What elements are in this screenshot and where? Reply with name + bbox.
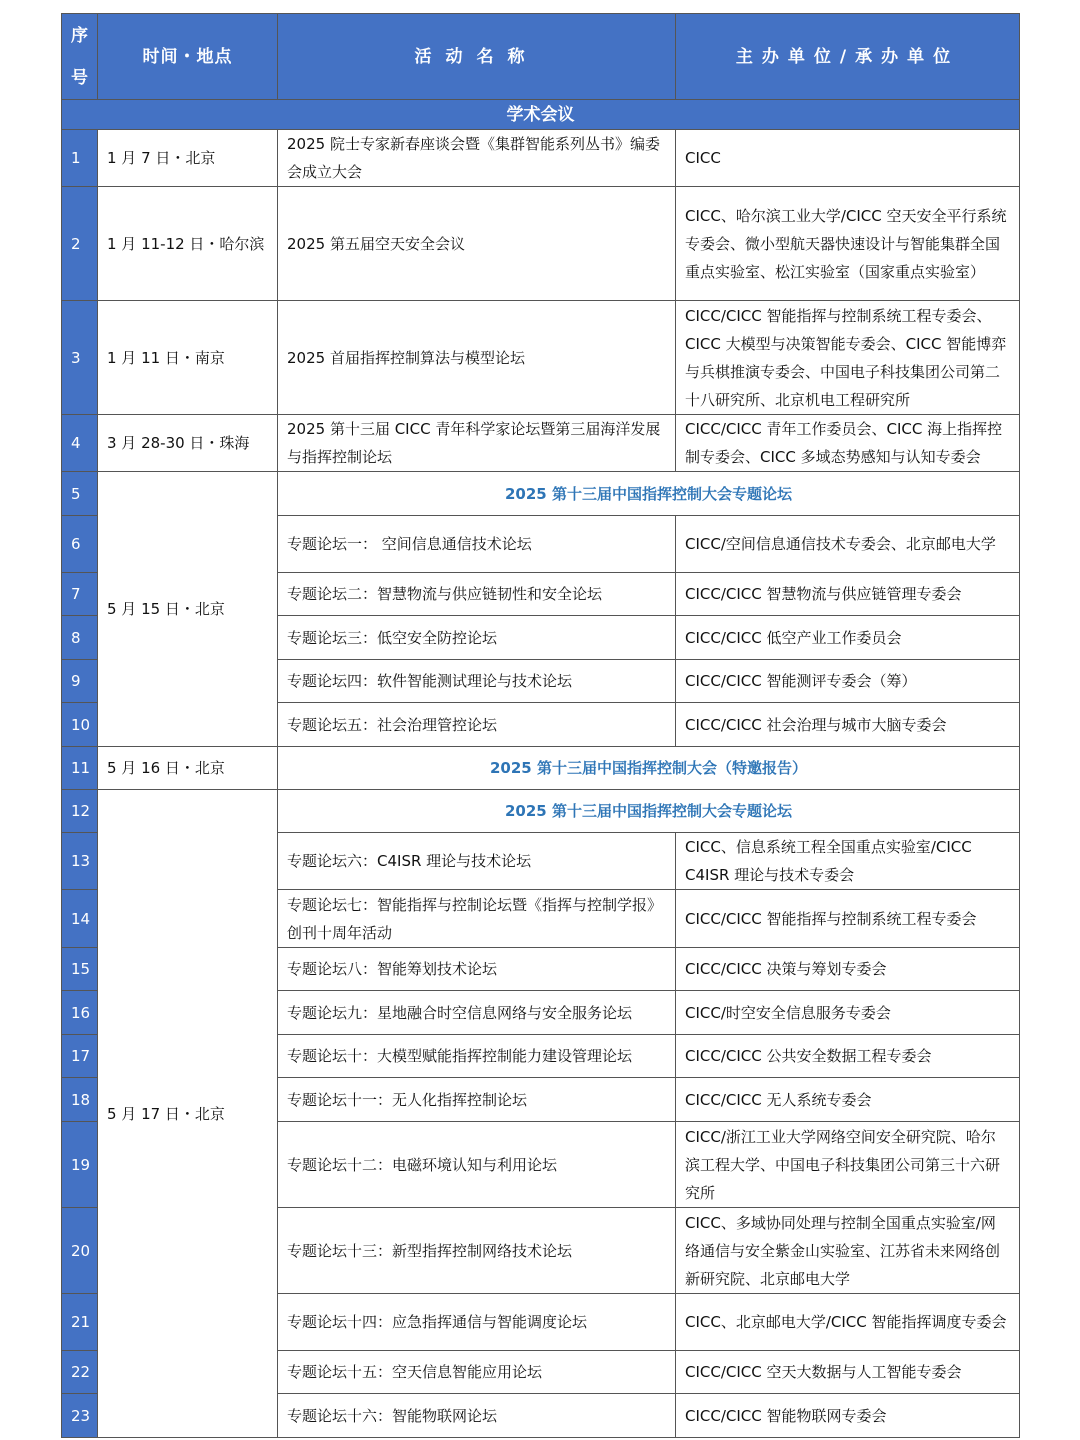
- row-organizer: CICC/CICC 公共安全数据工程专委会: [676, 1035, 1020, 1078]
- row-number: 14: [62, 890, 98, 948]
- row-number: 20: [62, 1208, 98, 1294]
- table-row: [62, 472, 1020, 516]
- row-organizer: CICC/CICC 青年工作委员会、CICC 海上指挥控制专委会、CICC 多域态势感知与认知专委会: [676, 415, 1020, 472]
- row-organizer: CICC/CICC 智能指挥与控制系统工程专委会、CICC 大模型与决策智能专委会、CICC 智能博弈与兵棋推演专委会、中国电子科技集团公司第二十八研究所、北京机电工程研究所: [676, 301, 1020, 415]
- section-title: 学术会议: [62, 100, 1020, 130]
- row-activity: 专题论坛十四：应急指挥通信与智能调度论坛: [278, 1294, 676, 1351]
- row-organizer: CICC、北京邮电大学/CICC 智能指挥调度专委会: [676, 1294, 1020, 1351]
- header-organizer: 主办单位/承办单位: [676, 14, 1020, 100]
- row-activity: 专题论坛六：C4ISR 理论与技术论坛: [278, 833, 676, 890]
- row-activity: 2025 第五届空天安全会议: [278, 187, 676, 301]
- row-organizer: CICC/浙江工业大学网络空间安全研究院、哈尔滨工程大学、中国电子科技集团公司第三十六研究所: [676, 1122, 1020, 1208]
- table-row: [62, 747, 1020, 790]
- row-number: 1: [62, 130, 98, 187]
- row-organizer: CICC、多域协同处理与控制全国重点实验室/网络通信与安全紫金山实验室、江苏省未来网络创新研究院、北京邮电大学: [676, 1208, 1020, 1294]
- table-row: [62, 130, 1020, 187]
- row-number: 4: [62, 415, 98, 472]
- row-activity: 专题论坛七：智能指挥与控制论坛暨《指挥与控制学报》创刊十周年活动: [278, 890, 676, 948]
- row-activity: 专题论坛十五：空天信息智能应用论坛: [278, 1351, 676, 1394]
- row-activity: 2025 首届指挥控制算法与模型论坛: [278, 301, 676, 415]
- row-number: 18: [62, 1078, 98, 1122]
- row-number: 6: [62, 516, 98, 573]
- row-activity: 2025 第十三届 CICC 青年科学家论坛暨第三届海洋发展与指挥控制论坛: [278, 415, 676, 472]
- row-date: 1 月 11-12 日・哈尔滨: [98, 187, 278, 301]
- row-activity: 专题论坛十：大模型赋能指挥控制能力建设管理论坛: [278, 1035, 676, 1078]
- header-time-place: 时间・地点: [98, 14, 278, 100]
- section-row: [62, 100, 1020, 130]
- row-organizer: CICC: [676, 130, 1020, 187]
- row-number: 3: [62, 301, 98, 415]
- row-number: 7: [62, 573, 98, 616]
- row-number: 10: [62, 703, 98, 747]
- table-header-row: [62, 14, 1020, 100]
- row-organizer: CICC/时空安全信息服务专委会: [676, 991, 1020, 1035]
- row-activity: 专题论坛九：星地融合时空信息网络与安全服务论坛: [278, 991, 676, 1035]
- row-organizer: CICC/CICC 低空产业工作委员会: [676, 616, 1020, 660]
- row-activity: 专题论坛五：社会治理管控论坛: [278, 703, 676, 747]
- row-date: 1 月 11 日・南京: [98, 301, 278, 415]
- row-date: 5 月 16 日・北京: [98, 747, 278, 790]
- row-organizer: CICC/CICC 社会治理与城市大脑专委会: [676, 703, 1020, 747]
- row-number: 21: [62, 1294, 98, 1351]
- row-number: 13: [62, 833, 98, 890]
- row-number: 19: [62, 1122, 98, 1208]
- subforum-group-title: 2025 第十三届中国指挥控制大会专题论坛: [278, 790, 1020, 833]
- row-organizer: CICC/CICC 智能物联网专委会: [676, 1394, 1020, 1438]
- row-organizer: CICC、信息系统工程全国重点实验室/CICC C4ISR 理论与技术专委会: [676, 833, 1020, 890]
- row-number: 16: [62, 991, 98, 1035]
- row-date: 3 月 28-30 日・珠海: [98, 415, 278, 472]
- row-date: 5 月 17 日・北京: [98, 790, 278, 1438]
- row-organizer: CICC/空间信息通信技术专委会、北京邮电大学: [676, 516, 1020, 573]
- row-organizer: CICC/CICC 决策与筹划专委会: [676, 948, 1020, 991]
- row-organizer: CICC/CICC 无人系统专委会: [676, 1078, 1020, 1122]
- row-organizer: CICC/CICC 智能测评专委会（筹）: [676, 660, 1020, 703]
- row-activity: 2025 院士专家新春座谈会暨《集群智能系列丛书》编委会成立大会: [278, 130, 676, 187]
- table-row: [62, 415, 1020, 472]
- row-number: 15: [62, 948, 98, 991]
- header-seq: 序号: [62, 14, 98, 100]
- row-number: 9: [62, 660, 98, 703]
- row-activity: 专题论坛八：智能筹划技术论坛: [278, 948, 676, 991]
- table-row: [62, 187, 1020, 301]
- row-activity: 专题论坛二：智慧物流与供应链韧性和安全论坛: [278, 573, 676, 616]
- table-row: [62, 790, 1020, 833]
- row-number: 8: [62, 616, 98, 660]
- row-activity: 专题论坛四：软件智能测试理论与技术论坛: [278, 660, 676, 703]
- header-activity: 活动名称: [278, 14, 676, 100]
- row-number: 2: [62, 187, 98, 301]
- conference-schedule-table: [61, 13, 1020, 1438]
- row-organizer: CICC/CICC 智能指挥与控制系统工程专委会: [676, 890, 1020, 948]
- row-activity: 专题论坛十六：智能物联网论坛: [278, 1394, 676, 1438]
- row-number: 23: [62, 1394, 98, 1438]
- row-number: 17: [62, 1035, 98, 1078]
- keynote-title: 2025 第十三届中国指挥控制大会（特邀报告）: [278, 747, 1020, 790]
- row-activity: 专题论坛一： 空间信息通信技术论坛: [278, 516, 676, 573]
- subforum-group-title: 2025 第十三届中国指挥控制大会专题论坛: [278, 472, 1020, 516]
- row-activity: 专题论坛三：低空安全防控论坛: [278, 616, 676, 660]
- table-row: [62, 301, 1020, 415]
- row-organizer: CICC、哈尔滨工业大学/CICC 空天安全平行系统专委会、微小型航天器快速设计与智能集群全国重点实验室、松江实验室（国家重点实验室）: [676, 187, 1020, 301]
- row-organizer: CICC/CICC 智慧物流与供应链管理专委会: [676, 573, 1020, 616]
- row-date: 1 月 7 日・北京: [98, 130, 278, 187]
- row-date: 5 月 15 日・北京: [98, 472, 278, 747]
- row-number: 12: [62, 790, 98, 833]
- row-number: 11: [62, 747, 98, 790]
- row-number: 5: [62, 472, 98, 516]
- row-organizer: CICC/CICC 空天大数据与人工智能专委会: [676, 1351, 1020, 1394]
- row-activity: 专题论坛十二：电磁环境认知与利用论坛: [278, 1122, 676, 1208]
- row-number: 22: [62, 1351, 98, 1394]
- row-activity: 专题论坛十三：新型指挥控制网络技术论坛: [278, 1208, 676, 1294]
- row-activity: 专题论坛十一：无人化指挥控制论坛: [278, 1078, 676, 1122]
